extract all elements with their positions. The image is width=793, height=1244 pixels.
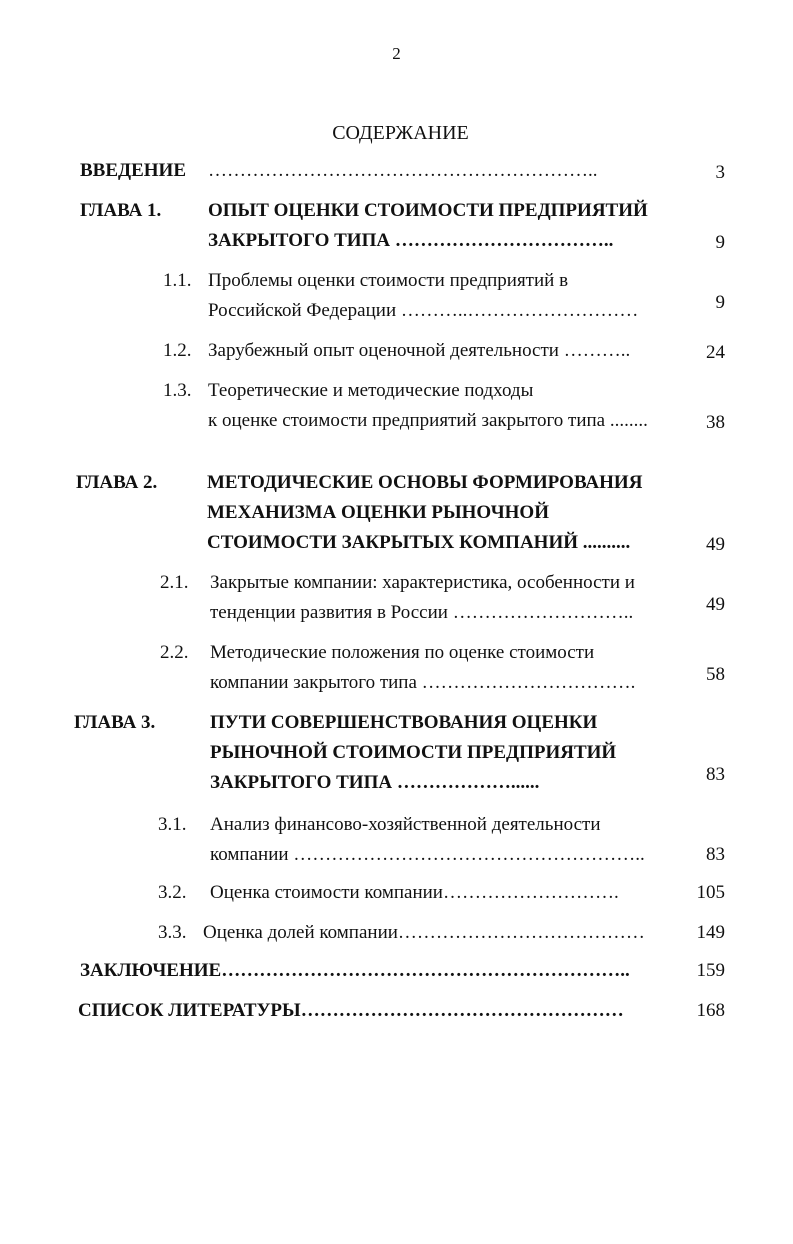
toc-ch3-s3-num: 3.3. [158,922,187,943]
page-number: 2 [392,44,401,63]
toc-ch3-s3-page: 149 [696,922,725,943]
toc-ch2-line1: МЕТОДИЧЕСКИЕ ОСНОВЫ ФОРМИРОВАНИЯ [207,472,643,493]
toc-ch3-s3-line1: Оценка долей компании………………………………… [203,922,645,943]
toc-conclusion-label: ЗАКЛЮЧЕНИЕ……………………………………………………….. [80,960,630,981]
toc-ch1-s3-page: 38 [706,412,725,433]
toc-ch2-s1-num: 2.1. [160,572,189,593]
toc-title: СОДЕРЖАНИЕ [332,122,469,144]
toc-ch1-line1: ОПЫТ ОЦЕНКИ СТОИМОСТИ ПРЕДПРИЯТИЙ [208,200,648,221]
toc-ch2-label: ГЛАВА 2. [76,472,158,493]
toc-ch3-line2: РЫНОЧНОЙ СТОИМОСТИ ПРЕДПРИЯТИЙ [210,742,617,763]
toc-ch3-s2-num: 3.2. [158,882,187,903]
toc-ch1-s3-line2: к оценке стоимости предприятий закрытого типа ........ [208,410,648,431]
toc-ch1-s1-line2: Российской Федерации ………..……………………… [208,300,639,321]
toc-ch3-s1-line2: компании ……………………………………………….. [210,844,645,865]
toc-ch1-s1-page: 9 [715,292,725,313]
toc-intro-page: 3 [715,162,725,183]
toc-ch3-page: 83 [706,764,725,785]
toc-ch3-s1-line1: Анализ финансово-хозяйственной деятельности [210,814,601,835]
toc-ch2-s2-line1: Методические положения по оценке стоимости [210,642,595,663]
toc-ch2-s2-line2: компании закрытого типа ……………………………. [210,672,636,693]
toc-ch2-page: 49 [706,534,725,555]
toc-ch1-s3-num: 1.3. [163,380,192,401]
toc-conclusion-page: 159 [696,960,725,981]
toc-ch2-s1-page: 49 [706,594,725,615]
toc-ch2-s2-page: 58 [706,664,725,685]
toc-ch2-s1-line2: тенденции развития в России ……………………….. [210,602,634,623]
toc-intro-label: ВВЕДЕНИЕ [80,160,186,181]
toc-ch1-line2: ЗАКРЫТОГО ТИПА …………………………….. [208,230,614,251]
toc-ch2-s1-line1: Закрытые компании: характеристика, особенности и [210,572,635,593]
toc-ch1-page: 9 [715,232,725,253]
toc-ch2-line2: МЕХАНИЗМА ОЦЕНКИ РЫНОЧНОЙ [207,502,549,523]
toc-ch3-label: ГЛАВА 3. [74,712,156,733]
toc-ch3-s2-line1: Оценка стоимости компании………………………. [210,882,619,903]
toc-intro-dots: …………………………………………………….. [208,160,598,181]
toc-ch3-line3: ЗАКРЫТОГО ТИПА ………………...... [210,772,540,793]
toc-ch3-s1-page: 83 [706,844,725,865]
toc-references-page: 168 [696,1000,725,1021]
toc-ch1-s3-line1: Теоретические и методические подходы [208,380,534,401]
toc-ch1-s2-page: 24 [706,342,725,363]
toc-ch3-line1: ПУТИ СОВЕРШЕНСТВОВАНИЯ ОЦЕНКИ [210,712,598,733]
toc-ch1-label: ГЛАВА 1. [80,200,162,221]
toc-ch1-s2-num: 1.2. [163,340,192,361]
toc-ch1-s1-num: 1.1. [163,270,192,291]
toc-references-label: СПИСОК ЛИТЕРАТУРЫ…………………………………………… [78,1000,624,1021]
toc-ch1-s2-line1: Зарубежный опыт оценочной деятельности ……….. [208,340,631,361]
toc-ch1-s1-line1: Проблемы оценки стоимости предприятий в [208,270,569,291]
toc-ch2-s2-num: 2.2. [160,642,189,663]
toc-ch2-line3: СТОИМОСТИ ЗАКРЫТЫХ КОМПАНИЙ .......... [207,532,631,553]
toc-ch3-s1-num: 3.1. [158,814,187,835]
toc-ch3-s2-page: 105 [696,882,725,903]
